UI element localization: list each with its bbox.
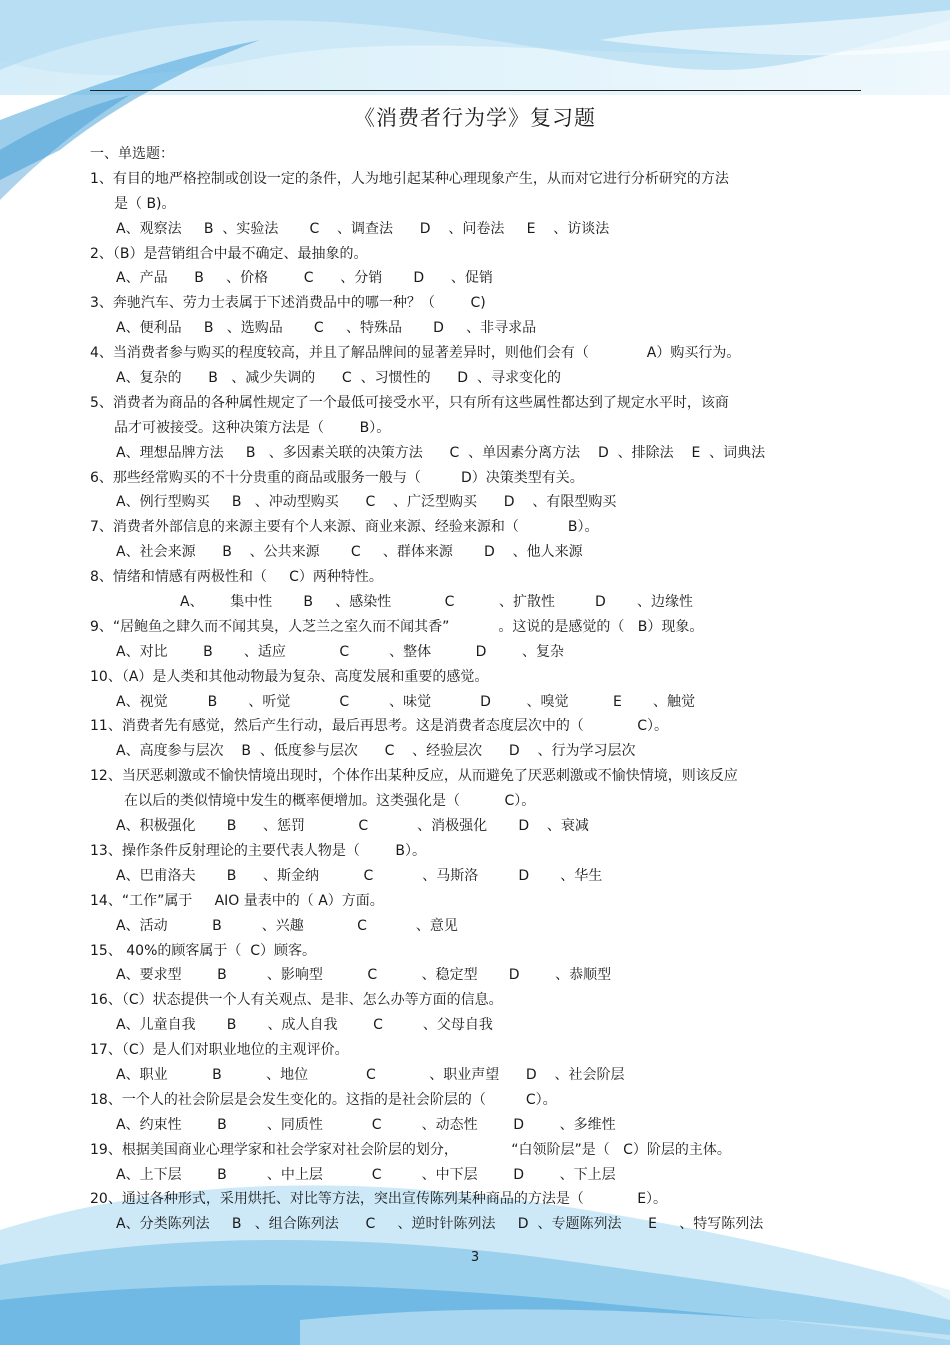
answer-options: A、活动 B 、兴趣 C 、意见 [116, 917, 458, 934]
answer-options: A、例行型购买 B 、冲动型购买 C 、广泛型购买 D 、有限型购买 [116, 494, 617, 511]
answer-options: A、理想品牌方法 B 、多因素关联的决策方法 C 、单因素分离方法 D 、排除法 E 、词典法 [116, 444, 766, 461]
answer-options: A、要求型 B 、影响型 C 、稳定型 D 、恭顺型 [116, 967, 612, 984]
answer-options: A、职业 B 、地位 C 、职业声望 D 、社会阶层 [116, 1066, 625, 1083]
question-stem: 20、通过各种形式，采用烘托、对比等方法，突出宣传陈列某种商品的方法是（ E）。 [90, 1191, 668, 1208]
question-stem: 15、 40%的顾客属于（ C）顾客。 [90, 942, 317, 959]
answer-options: A、巴甫洛夫 B 、斯金纳 C 、马斯洛 D 、华生 [116, 867, 603, 884]
answer-options: A、产品 B 、价格 C 、分销 D 、促销 [116, 270, 493, 287]
section-heading: 一、单选题： [90, 146, 174, 162]
question-stem: 13、操作条件反射理论的主要代表人物是（ B）。 [90, 842, 427, 859]
question-lines [90, 167, 920, 1237]
question-stem: 16、（C）状态提供一个人有关观点、是非、怎么办等方面的信息。 [90, 992, 503, 1009]
answer-options: A、 集中性 B 、感染性 C 、扩散性 D 、边缘性 [180, 594, 693, 611]
question-stem: 1、有目的地严格控制或创设一定的条件，人为地引起某种心理现象产生，从而对它进行分析研究的方法 [90, 170, 729, 187]
answer-options: A、社会来源 B 、公共来源 C 、群体来源 D 、他人来源 [116, 544, 583, 561]
answer-options: A、视觉 B 、听觉 C 、味觉 D 、嗅觉 E 、触觉 [116, 693, 695, 710]
page-number: 3 [470, 1250, 480, 1265]
question-stem: 10、（A）是人类和其他动物最为复杂、高度发展和重要的感觉。 [90, 668, 489, 685]
question-continuation: 是（ B)。 [114, 195, 176, 212]
question-stem: 7、消费者外部信息的来源主要有个人来源、商业来源、经验来源和（ B）。 [90, 519, 599, 536]
document-title: 《消费者行为学》复习题 [354, 106, 596, 130]
question-stem: 12、当厌恶刺激或不愉快情境出现时，个体作出某种反应，从而避免了厌恶刺激或不愉快情境，则该反应 [90, 768, 738, 785]
answer-options: A、上下层 B 、中上层 C 、中下层 D 、下上层 [116, 1166, 616, 1183]
question-list [90, 142, 920, 1237]
answer-options: A、约束性 B 、同质性 C 、动态性 D 、多维性 [116, 1116, 616, 1133]
question-stem: 4、当消费者参与购买的程度较高，并且了解品牌间的显著差异时，则他们会有（ A）购买行为。 [90, 345, 741, 362]
question-stem: 17、（C）是人们对职业地位的主观评价。 [90, 1042, 349, 1059]
answer-options: A、儿童自我 B 、成人自我 C 、父母自我 [116, 1017, 493, 1034]
question-stem: 5、消费者为商品的各种属性规定了一个最低可接受水平，只有所有这些属性都达到了规定水平时，该商 [90, 394, 729, 411]
question-continuation: 在以后的类似情境中发生的概率便增加。这类强化是（ C）。 [124, 793, 536, 810]
question-stem: 18、一个人的社会阶层是会发生变化的。这指的是社会阶层的（ C）。 [90, 1091, 557, 1108]
answer-options: A、对比 B 、适应 C 、整体 D 、复杂 [116, 643, 565, 660]
question-stem: 19、根据美国商业心理学家和社会学家对社会阶层的划分， “白领阶层”是（ C）阶层的主体。 [90, 1141, 731, 1158]
answer-options: A、复杂的 B 、减少失调的 C 、习惯性的 D 、寻求变化的 [116, 370, 561, 387]
answer-options: A、积极强化 B 、惩罚 C 、消极强化 D 、衰减 [116, 818, 589, 835]
question-continuation: 品才可被接受。这种决策方法是（ B）。 [114, 419, 391, 436]
question-stem: 8、情绪和情感有两极性和（ C）两种特性。 [90, 569, 383, 586]
answer-options: A、观察法 B 、实验法 C 、调查法 D 、问卷法 E 、访谈法 [116, 220, 610, 237]
question-stem: 3、奔驰汽车、劳力士表属于下述消费品中的哪一种？（ C) [90, 295, 486, 312]
question-stem: 2、（B）是营销组合中最不确定、最抽象的。 [90, 245, 368, 262]
answer-options: A、分类陈列法 B 、组合陈列法 C 、逆时针陈列法 D 、专题陈列法 E 、特写陈列法 [116, 1216, 764, 1233]
question-stem: 14、“工作”属于 AIO 量表中的（ A）方面。 [90, 892, 384, 909]
question-stem: 11、消费者先有感觉，然后产生行动，最后再思考。这是消费者态度层次中的（ C）。 [90, 718, 668, 735]
question-stem: 6、那些经常购买的不十分贵重的商品或服务一般与（ D）决策类型有关。 [90, 469, 584, 486]
question-stem: 9、“居鲍鱼之肆久而不闻其臭，人芝兰之室久而不闻其香” 。这说的是感觉的（ B）现象。 [90, 618, 704, 635]
answer-options: A、便利品 B 、选购品 C 、特殊品 D 、非寻求品 [116, 320, 537, 337]
header-rule [90, 90, 861, 91]
answer-options: A、高度参与层次 B 、低度参与层次 C 、经验层次 D 、行为学习层次 [116, 743, 636, 760]
